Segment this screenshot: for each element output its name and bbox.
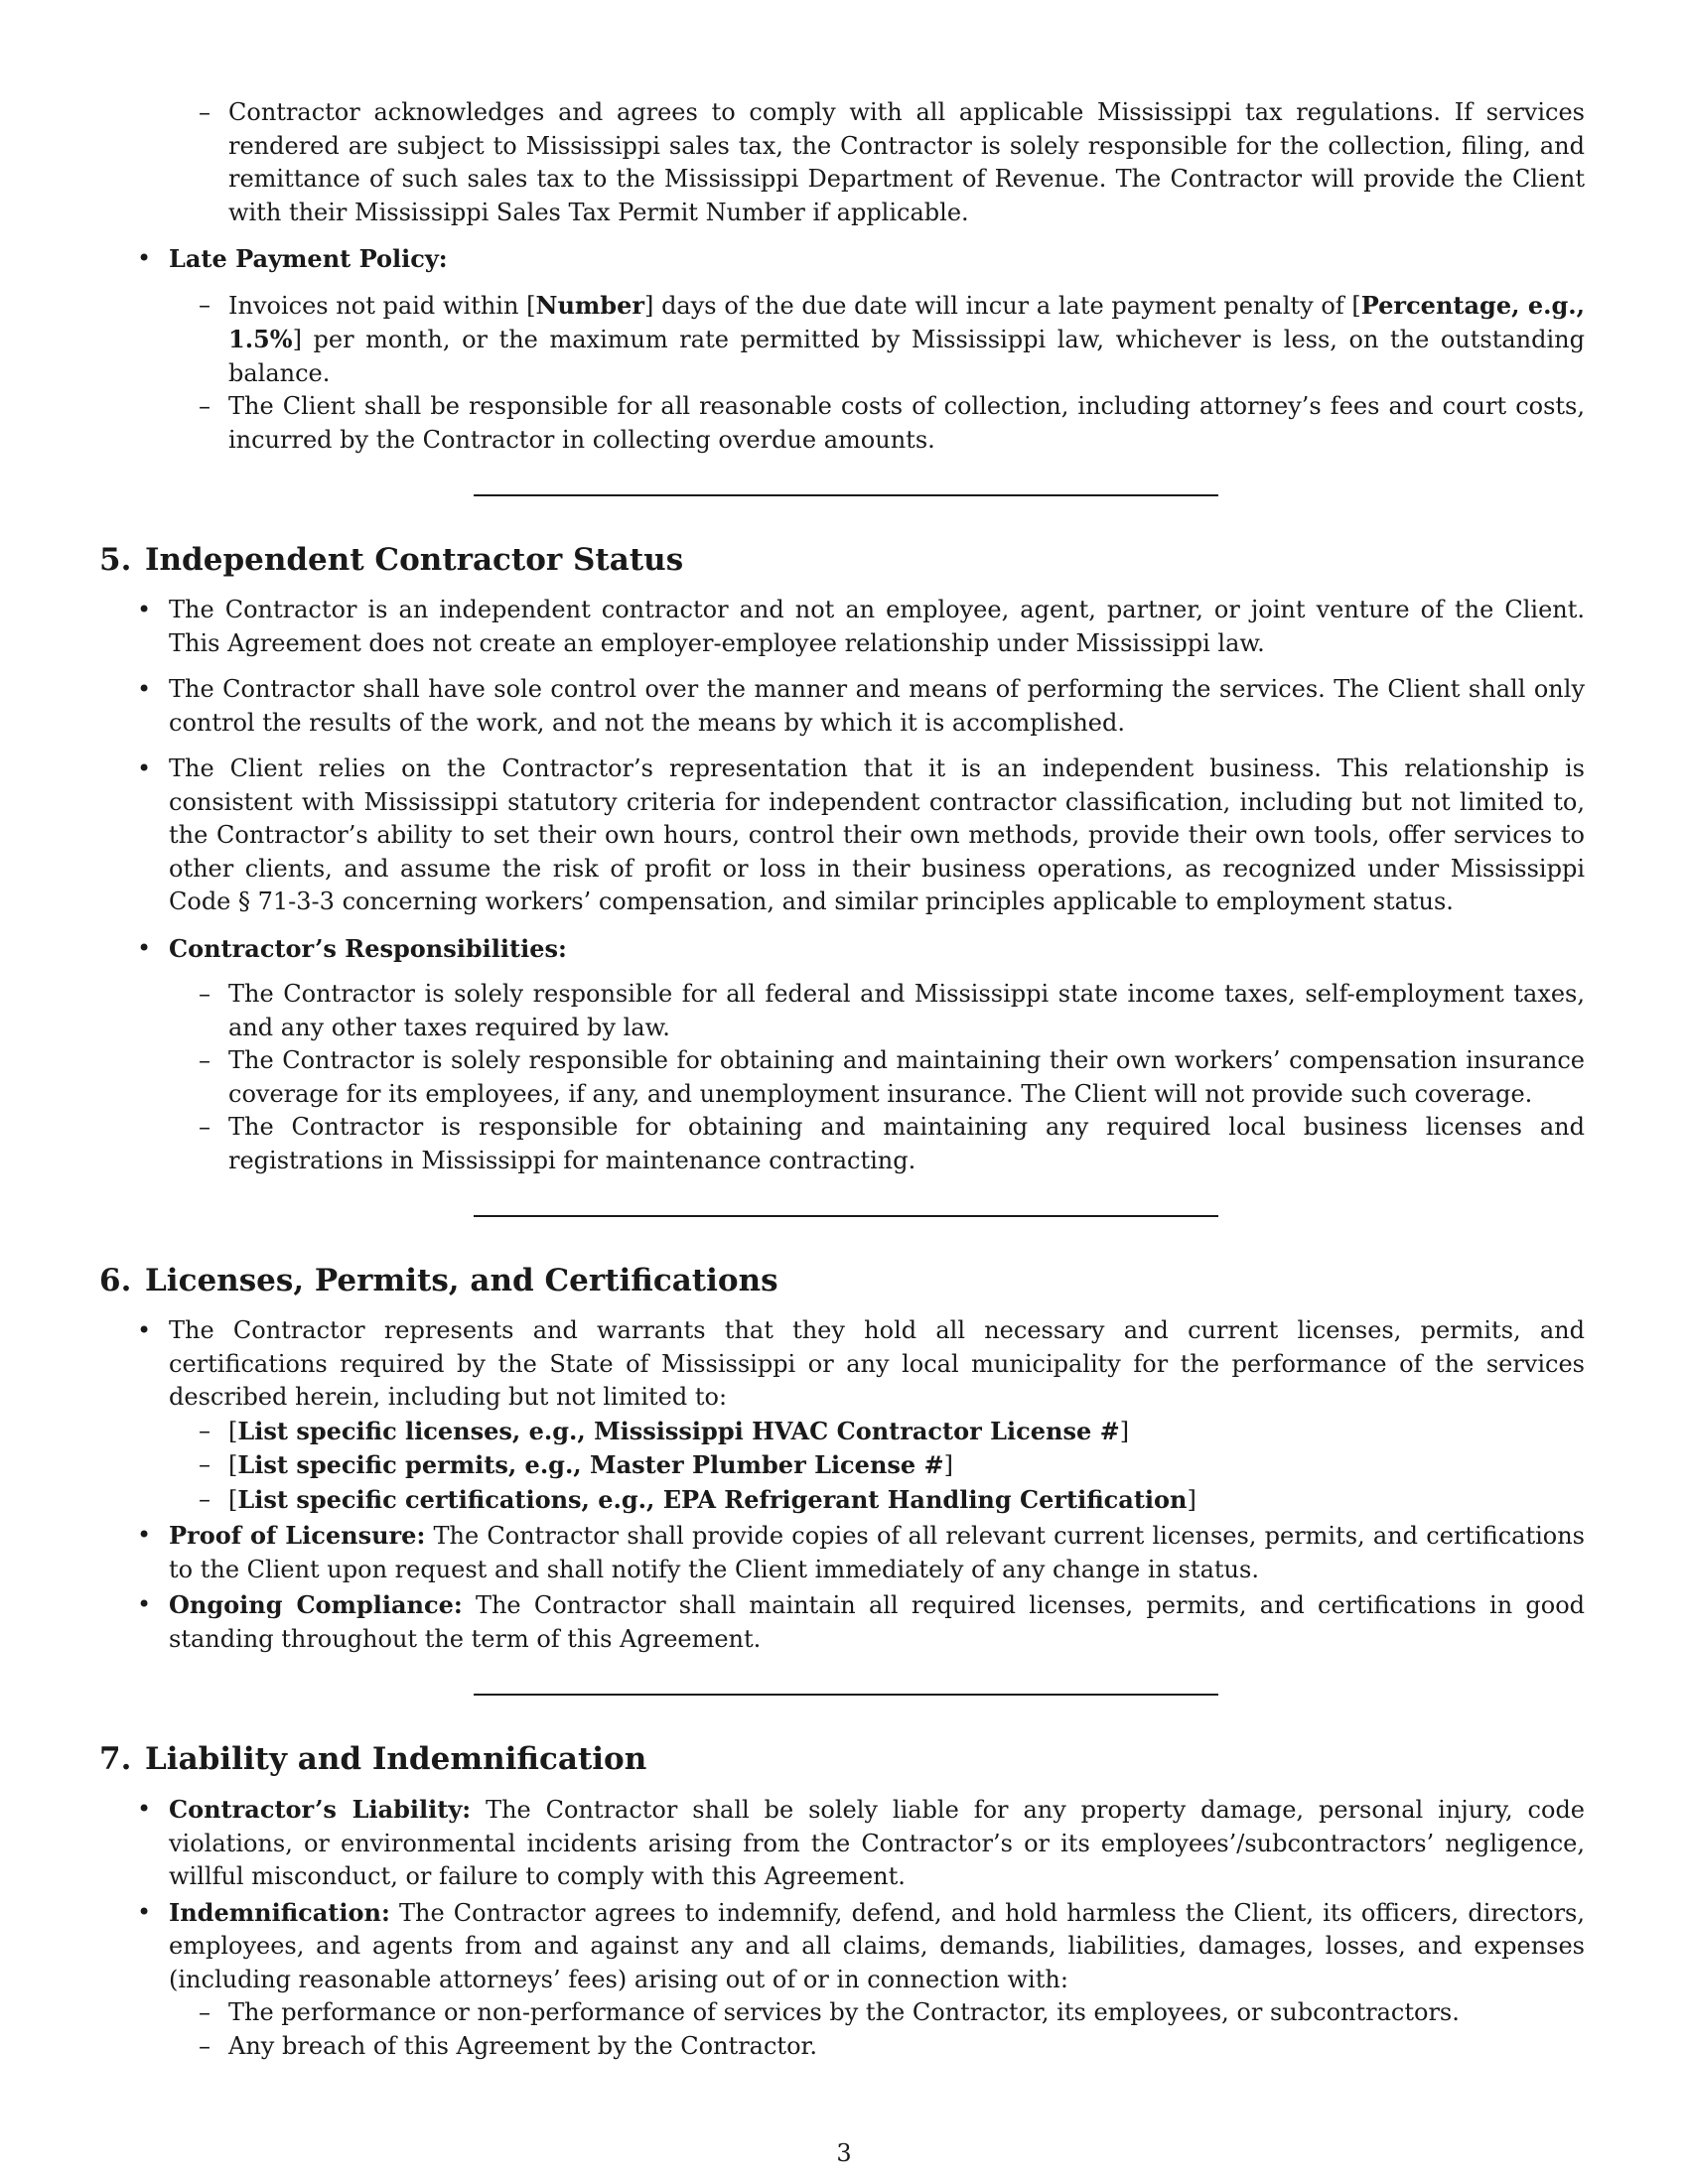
indemnification-title: Indemnification: [169,1897,390,1927]
section-7-heading [99,1739,1585,1779]
sec5-bullet-1 [99,594,1585,660]
section-6-title: Licenses, Permits, and Certifications [145,1263,778,1298]
sec5-bullet-3-text: The Client relies on the Contractor’s representation that it is an independent business. This relationship is consistent with Mississippi statutory criteria for independent contractor classification, including but not limited to, the Contractor’s ability to set their own hours, control their own methods, provide their own tools, offer services to other clients, and assume the risk of profit or loss in their business operations, as recognized under Mississippi Code § 71-3-3 concerning workers’ compensation, and similar principles applicable to employment status. [169,754,1585,915]
liability-text: The Contractor shall be solely liable for any property damage, personal injury, code violations, or environmental incidents arising from the Contractor’s or its employees’/subcontractors’ negligence, willful misconduct, or failure to comply with this Agreement. [169,1796,1586,1890]
license-item-1 [99,1415,1585,1449]
sec6-ongoing-bullet [99,1588,1585,1656]
late-payment-bullet [99,242,1585,277]
section-5-title: Independent Contractor Status [145,542,684,578]
indemnification-item-1 [99,1996,1585,2030]
license-placeholder: List specific licenses, e.g., Mississippi HVAC Contractor License # [237,1416,1120,1445]
section-7-title: Liability and Indemnification [145,1741,647,1777]
page-content [99,96,1585,2063]
bracket-open: [ [228,1451,238,1479]
late-payment-percentage-placeholder: Percentage, e.g., 1.5% [228,290,1585,353]
responsibility-item-2 [99,1044,1585,1111]
responsibility-item-3 [99,1111,1585,1177]
proof-of-licensure-text: The Contractor shall provide copies of all relevant current licenses, permits, and certifications to the Client upon request and shall notify the Client immediately of any change in status. [169,1522,1585,1583]
ongoing-compliance-title: Ongoing Compliance: [169,1590,463,1619]
responsibility-2-text: The Contractor is solely responsible for obtaining and maintaining their own workers’ compensation insurance coverage for its employees, if any, and unemployment insurance. The Client will not provide such coverage. [228,1046,1585,1108]
bracket-close: ] [1119,1417,1130,1445]
section-divider [474,494,1218,496]
tax-compliance-item [99,96,1585,229]
section-5-number: 5. [99,542,132,578]
sec6-bullet-1-text: The Contractor represents and warrants that they hold all necessary and current licenses, permits, and certifications required by the State of Mississippi or any local municipality for the performance of the services described herein, including but not limited to: [169,1316,1585,1411]
late-payment-number-placeholder: Number [535,290,644,320]
late-payment-item-1 [99,289,1585,391]
sec6-proof-bullet [99,1519,1585,1586]
responsibility-1-text: The Contractor is solely responsible for all federal and Mississippi state income taxes, self-employment taxes, and any other taxes required by law. [228,980,1585,1041]
late-payment-text-c: ] days of the due date will incur a late payment penalty of [ [644,291,1361,320]
tax-compliance-text: Contractor acknowledges and agrees to comply with all applicable Mississippi tax regulations. If services rendered are subject to Mississippi sales tax, the Contractor is solely responsible for the collection, filing, and remittance of such sales tax to the Mississippi Department of Revenue. The Contractor will provide the Client with their Mississippi Sales Tax Permit Number if applicable. [228,98,1585,226]
bracket-close: ] [943,1451,954,1479]
license-item-3 [99,1483,1585,1518]
indemnification-item-2 [99,2030,1585,2064]
liability-title: Contractor’s Liability: [169,1795,472,1824]
page-number: 3 [836,2139,852,2167]
section-divider [474,1694,1218,1696]
proof-of-licensure-title: Proof of Licensure: [169,1521,426,1550]
collection-costs-text: The Client shall be responsible for all reasonable costs of collection, including attorney’s fees and court costs, incurred by the Contractor in collecting overdue amounts. [228,392,1585,454]
late-payment-item-2 [99,390,1585,457]
late-payment-text-e: ] per month, or the maximum rate permitted by Mississippi law, whichever is less, on the outstanding balance. [228,326,1585,387]
sec6-bullet-1 [99,1314,1585,1415]
sec7-indemnification-bullet [99,1896,1585,1997]
permit-placeholder: List specific permits, e.g., Master Plumber License # [237,1450,944,1479]
late-payment-title: Late Payment Policy: [169,244,448,273]
section-5-heading [99,540,1585,580]
certification-placeholder: List specific certifications, e.g., EPA Refrigerant Handling Certification [237,1484,1188,1514]
sec7-liability-bullet [99,1793,1585,1894]
indemnification-item-1-text: The performance or non-performance of services by the Contractor, its employees, or subcontractors. [228,1998,1460,2026]
sec5-bullet-2-text: The Contractor shall have sole control over the manner and means of performing the services. The Client shall only control the results of the work, and not the means by which it is accomplished. [169,675,1585,737]
sec5-responsibilities-bullet [99,932,1585,967]
section-7-number: 7. [99,1741,132,1777]
sec5-bullet-1-text: The Contractor is an independent contractor and not an employee, agent, partner, or joint venture of the Client. This Agreement does not create an employer-employee relationship under Mississippi law. [169,596,1585,657]
bracket-close: ] [1187,1485,1196,1514]
section-6-heading [99,1261,1585,1300]
sec5-bullet-3 [99,752,1585,919]
bracket-open: [ [228,1485,238,1514]
section-6-number: 6. [99,1263,132,1298]
late-payment-text-a: Invoices not paid within [ [228,291,536,320]
indemnification-item-2-text: Any breach of this Agreement by the Contractor. [228,2031,817,2060]
ongoing-compliance-text: The Contractor shall maintain all required licenses, permits, and certifications in good standing throughout the term of this Agreement. [169,1591,1586,1653]
indemnification-text: The Contractor agrees to indemnify, defend, and hold harmless the Client, its officers, directors, employees, and agents from and against any and all claims, demands, liabilities, damages, losses, and expenses (including reasonable attorneys’ fees) arising out of or in connection with: [169,1898,1585,1993]
section-divider [474,1215,1218,1217]
responsibility-3-text: The Contractor is responsible for obtaining and maintaining any required local business licenses and registrations in Mississippi for maintenance contracting. [228,1113,1585,1174]
responsibilities-title: Contractor’s Responsibilities: [169,933,567,963]
license-item-2 [99,1448,1585,1483]
bracket-open: [ [228,1417,238,1445]
sec5-bullet-2 [99,673,1585,740]
responsibility-item-1 [99,978,1585,1044]
